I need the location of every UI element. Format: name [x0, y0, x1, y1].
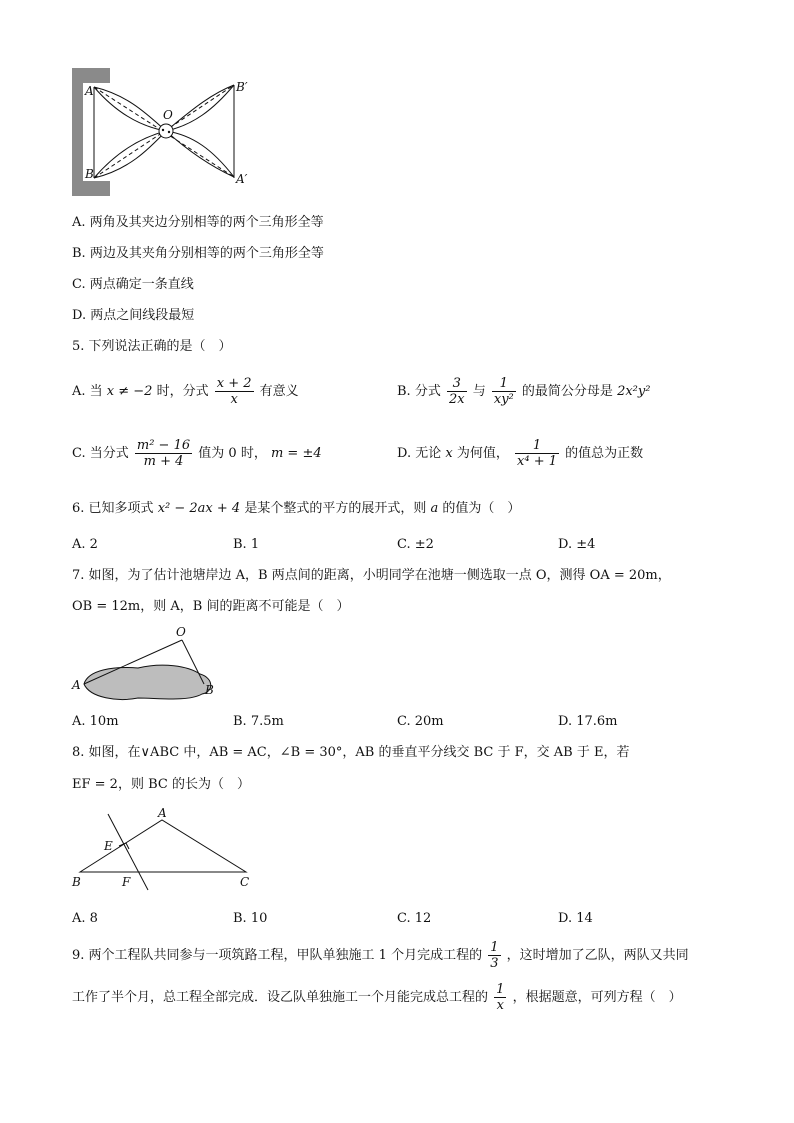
- figure-triangle: [68, 806, 268, 896]
- q5-option-d: D. 无论 x 为何值， $\frac{1}{\text{x⁴ + 1}}$ 的值总为正数: [397, 438, 644, 469]
- q8-stem-line1: 8. 如图，在∨ABC 中，AB = AC，∠B = 30°，AB 的垂直平分线交 BC 于 F，交 AB 于 E，若: [72, 745, 630, 760]
- label-E: E: [104, 839, 113, 853]
- label-O: O: [163, 108, 173, 122]
- label-A: A: [72, 678, 81, 692]
- label-A: A: [158, 806, 167, 820]
- q5-option-b: B. 分式 $\frac{3}{2x}$ 与 $\frac{1}{\text{xy²}}$ 的最简公分母是 2x²y²: [397, 376, 651, 407]
- q7-option-a: A. 10m: [72, 714, 119, 729]
- q7-option-d: D. 17.6m: [558, 714, 618, 729]
- q6-stem: 6. 已知多项式 x² − 2ax + 4 是某个整式的平方的展开式，则 a 的值为（ ）: [72, 501, 521, 516]
- q8-option-d: D. 14: [558, 911, 593, 926]
- q7-stem-line2: OB = 12m，则 A，B 间的距离不可能是（ ）: [72, 599, 350, 614]
- q7-option-b: B. 7.5m: [233, 714, 284, 729]
- label-A-prime: A′: [236, 172, 248, 186]
- label-B-prime: B′: [236, 80, 248, 94]
- q5-option-a: A. 当 x ≠ −2 时，分式 $\frac{x + 2}{x}$ 有意义: [72, 376, 299, 407]
- q6-option-d: D. ±4: [558, 537, 596, 552]
- q8-option-c: C. 12: [397, 911, 432, 926]
- q4-option-a: A. 两角及其夹边分别相等的两个三角形全等: [72, 215, 324, 230]
- figure-pond: [68, 622, 228, 702]
- q5-option-c: C. 当分式 $\frac{\text{m² − 16}}{m + 4}$ 值为 0 时， m = ±4: [72, 438, 322, 469]
- q9-stem-line1: 9. 两个工程队共同参与一项筑路工程，甲队单独施工 1 个月完成工程的 $\frac{1}{3}$ ，这时增加了乙队，两队又共同: [72, 940, 689, 971]
- label-B: B: [85, 167, 94, 181]
- q8-stem-line2: EF = 2，则 BC 的长为（ ）: [72, 777, 250, 792]
- label-C: C: [240, 875, 250, 889]
- q6-option-c: C. ±2: [397, 537, 434, 552]
- label-B: B: [205, 683, 214, 697]
- figure-rope-diagram: [68, 65, 268, 200]
- q8-option-a: A. 8: [72, 911, 98, 926]
- label-B: B: [72, 875, 81, 889]
- q9-stem-line2: 工作了半个月，总工程全部完成．设乙队单独施工一个月能完成总工程的 $\frac{1}{x}$ ，根据题意，可列方程（ ）: [72, 982, 682, 1013]
- label-F: F: [122, 875, 131, 889]
- q5-stem: 5. 下列说法正确的是（ ）: [72, 339, 232, 354]
- q4-option-d: D. 两点之间线段最短: [72, 308, 195, 323]
- q6-option-b: B. 1: [233, 537, 260, 552]
- q7-option-c: C. 20m: [397, 714, 444, 729]
- q6-option-a: A. 2: [72, 537, 98, 552]
- q7-stem-line1: 7. 如图，为了估计池塘岸边 A，B 两点间的距离，小明同学在池塘一侧选取一点 O，测得 OA = 20m，: [72, 568, 671, 583]
- q4-option-c: C. 两点确定一条直线: [72, 277, 194, 292]
- pond-shape: [84, 665, 211, 699]
- q8-option-b: B. 10: [233, 911, 268, 926]
- q4-option-b: B. 两边及其夹角分别相等的两个三角形全等: [72, 246, 324, 261]
- label-A: A: [85, 84, 94, 98]
- label-O: O: [176, 625, 186, 639]
